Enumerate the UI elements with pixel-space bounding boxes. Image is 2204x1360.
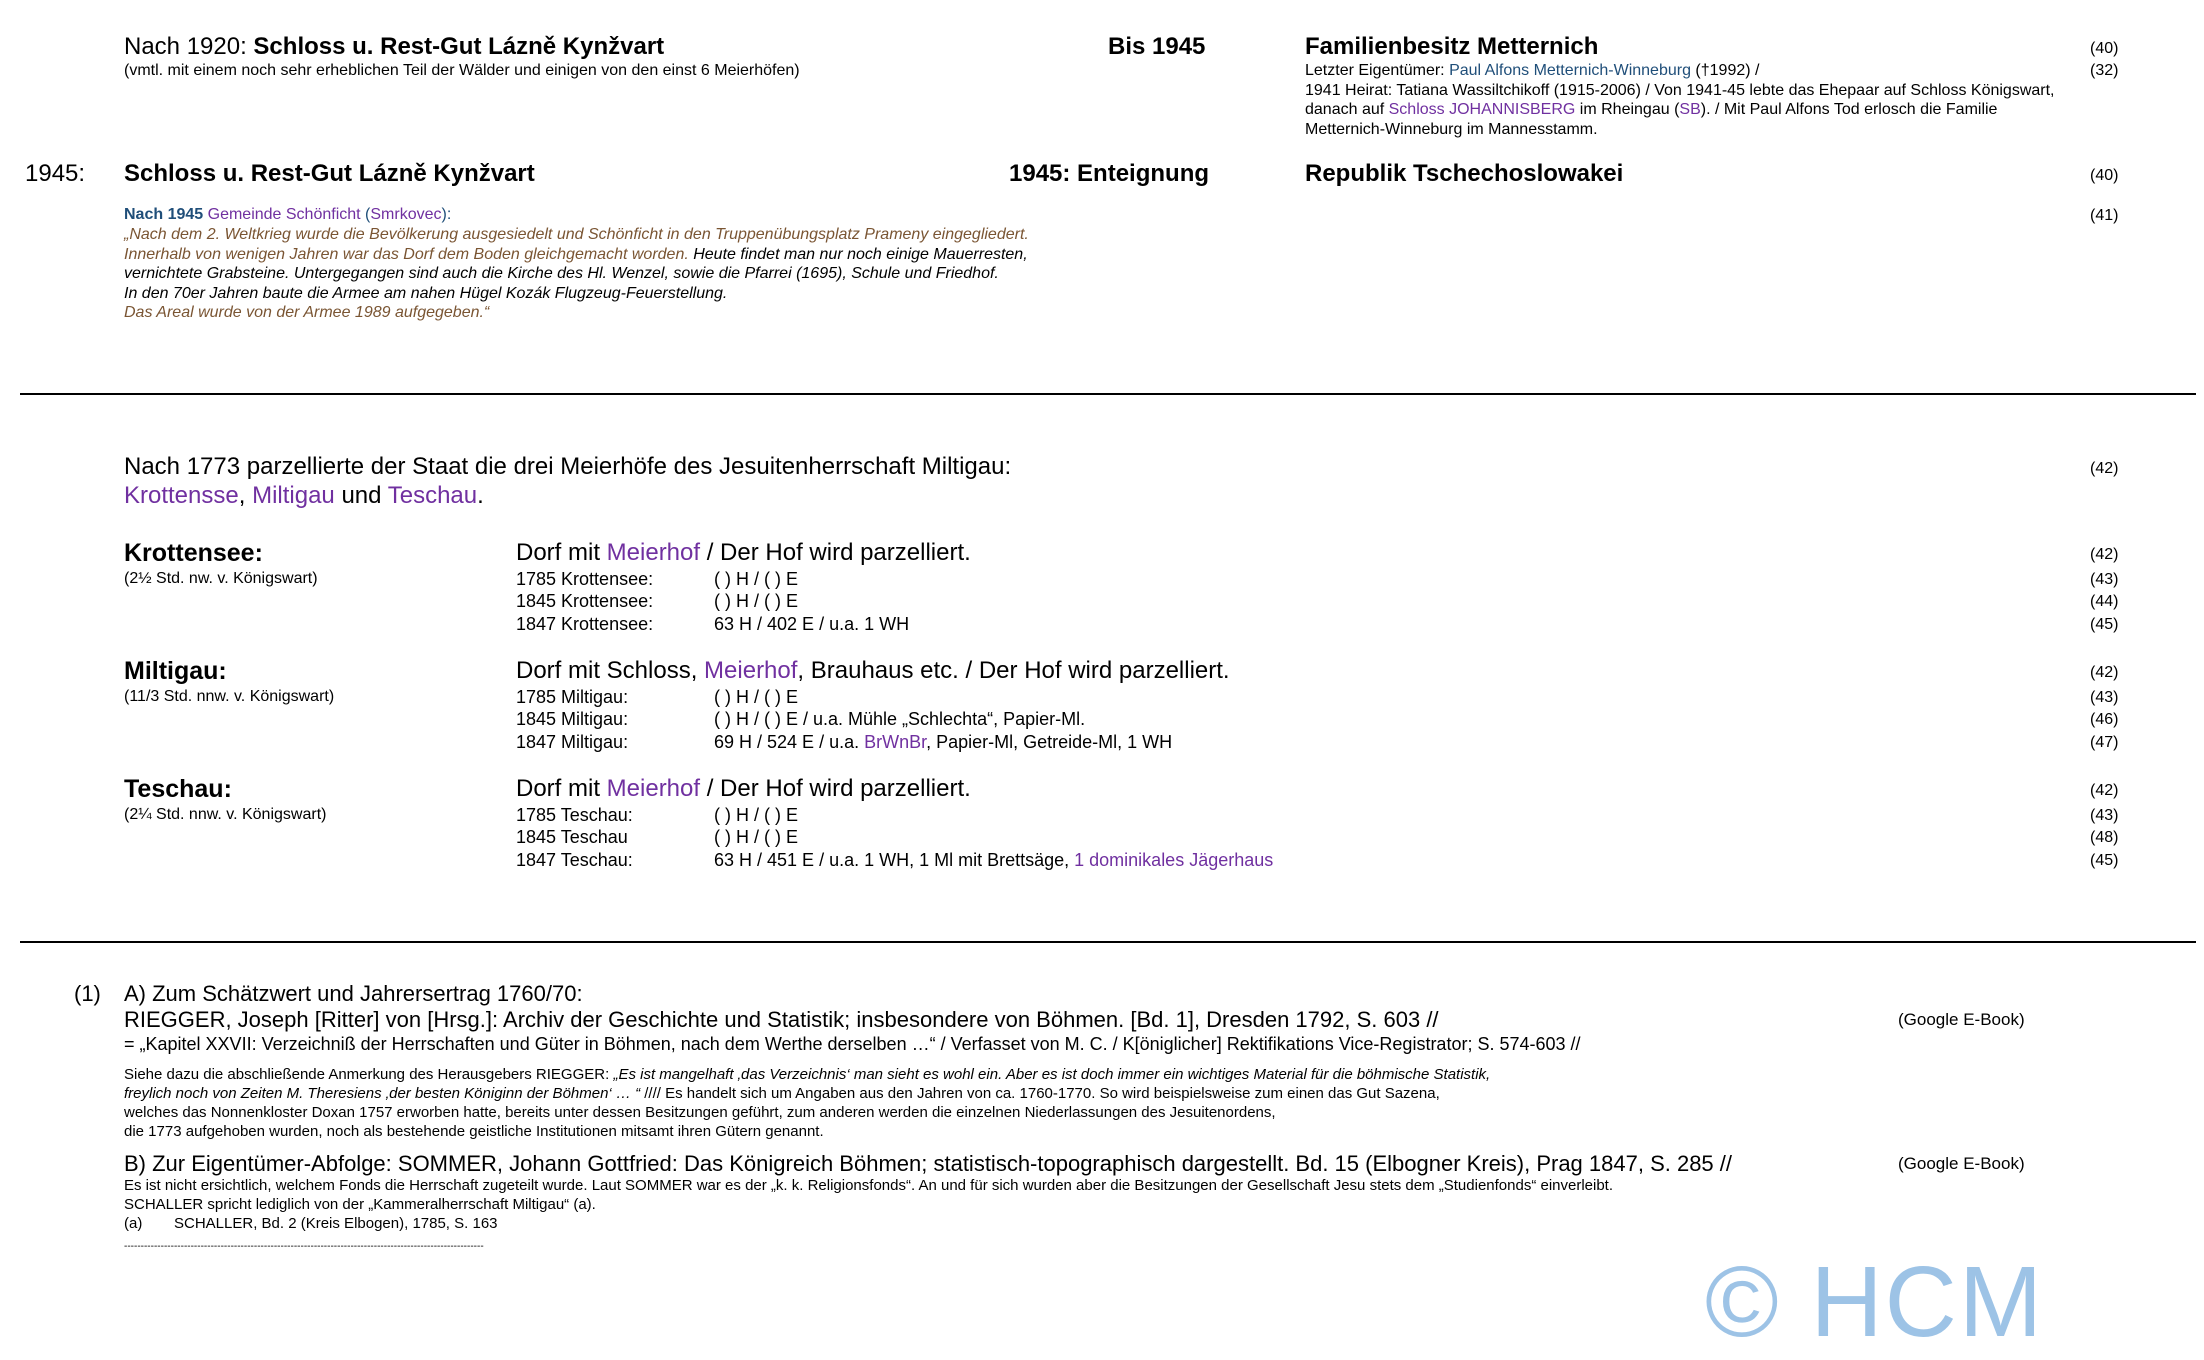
ref-number: (44) [2090,593,2119,610]
farm-name: Teschau: [124,775,232,803]
census-value: 63 H / 451 E / u.a. 1 WH, 1 Ml mit Brettsäge, 1 dominikales Jägerhaus [714,850,1274,870]
quote-line3: vernichtete Grabsteine. Untergegangen sind auch die Kirche des Hl. Wenzel, sowie die Pfarrei (1695), Schule und Friedhof. [124,265,999,282]
row2-owner: Republik Tschechoslowakei [1305,160,1624,187]
row1-period: Bis 1945 [1108,33,1206,60]
row1-owner: Familienbesitz Metternich [1305,33,1599,60]
census-value: 69 H / 524 E / u.a. BrWnBr, Papier-Ml, Getreide-Ml, 1 WH [714,732,1173,752]
footnote-b-citation: B) Zur Eigentümer-Abfolge: SOMMER, Johann Gottfried: Das Königreich Böhmen; statistisch-topographisch dargestellt. Bd. 15 (Elbogner Kreis), Prag 1847, S. 285 // [124,1151,1733,1176]
footnote-b-subnote-marker: (a) [124,1215,143,1232]
farm-distance: (2¼ Std. nnw. v. Königswart) [124,806,327,823]
ref-number: (42) [2090,664,2119,681]
ref-number: (46) [2090,711,2119,728]
row1-note-line2: 1941 Heirat: Tatiana Wassiltchikoff (1915-2006) / Von 1941-45 lebte das Ehepaar auf Schloss Königswart, [1305,82,2055,99]
row1-heading: Nach 1920: Schloss u. Rest-Gut Lázně Kynžvart [124,33,665,60]
section-divider [20,393,2196,395]
footnote-a-note1: Siehe dazu die abschließende Anmerkung des Herausgebers RIEGGER: „Es ist mangelhaft ‚das Verzeichnis‘ man sieht es wohl ein. Aber es ist doch immer ein wichtiges Material für die böhmische Statistik, [124,1066,1491,1083]
google-ebook-link[interactable]: (Google E-Book) [1898,1010,2025,1029]
farm-name: Miltigau: [124,657,227,685]
census-value: ( ) H / ( ) E [714,805,798,825]
census-label: 1785 Teschau: [516,805,633,825]
census-label: 1785 Krottensee: [516,569,654,589]
johannisberg-link[interactable]: Schloss JOHANNISBERG [1388,101,1576,118]
row1-note-line3: danach auf Schloss JOHANNISBERG im Rheingau (SB). / Mit Paul Alfons Tod erlosch die Familie [1305,101,1998,118]
farm-distance: (2½ Std. nw. v. Königswart) [124,570,318,587]
smrkovec-link[interactable]: Smrkovec [370,206,442,223]
ref-number: (47) [2090,734,2119,751]
farm-description: Dorf mit Meierhof / Der Hof wird parzelliert. [516,775,971,802]
quote-line1: „Nach dem 2. Weltkrieg wurde die Bevölkerung ausgesiedelt und Schönficht in den Truppenübungsplatz Prameny eingegliedert. [124,226,1029,243]
post1945-heading: Nach 1945 Gemeinde Schönficht (Smrkovec): [124,206,452,223]
miltigau-link[interactable]: Miltigau [252,482,335,509]
quote-line2: Innerhalb von wenigen Jahren war das Dorf dem Boden gleichgemacht worden. Heute findet man nur noch einige Mauerresten, [124,246,1028,263]
census-value: ( ) H / ( ) E [714,687,798,707]
footnote-a-note2: freylich noch von Zeiten M. Theresiens ‚der besten Königinn der Böhmen‘ … “ //// Es handelt sich um Angaben aus den Jahren von ca. 1760-1770. So wird beispielsweise zum einen das Gut Sazena, [124,1085,1440,1102]
footnote-a-note3: welches das Nonnenkloster Doxan 1757 erworben hatte, bereits unter dessen Besitzungen geführt, zum anderen werden die einzelnen Niederlassungen des Jesuitenordens, [124,1104,1276,1121]
census-label: 1845 Krottensee: [516,591,654,611]
footnote-separator: ------------------------------------------------------------------------------------------------------------ [124,1241,484,1252]
ref-number: (43) [2090,807,2119,824]
footnote-number: (1) [74,981,101,1006]
section-divider [20,941,2196,943]
farm-distance: (11/3 Std. nnw. v. Königswart) [124,688,335,705]
footnote-a-title: A) Zum Schätzwert und Jahrersertrag 1760/70: [124,981,583,1006]
footnote-a-citation: RIEGGER, Joseph [Ritter] von [Hrsg.]: Archiv der Geschichte und Statistik; insbesondere von Böhmen. [Bd. 1], Dresden 1792, S. 603 // [124,1007,1439,1032]
census-value: ( ) H / ( ) E / u.a. Mühle „Schlechta“, Papier-Ml. [714,709,1086,729]
census-value: ( ) H / ( ) E [714,591,798,611]
copyright-watermark: © HCM [1705,1246,2045,1358]
ref-number: (32) [2090,62,2119,79]
footnote-a-chapter: = „Kapitel XXVII: Verzeichniß der Herrschaften und Güter in Böhmen, nach dem Werthe derselben …“ / Verfasset von M. C. / K[öniglicher] Rektifikations Vice-Registrator; S. 574-603 // [124,1034,1581,1054]
row2-title: Schloss u. Rest-Gut Lázně Kynžvart [124,160,535,187]
row2-year: 1945: [25,160,86,187]
farm-name: Krottensee: [124,539,263,567]
meierhof-link[interactable]: Meierhof [606,539,701,566]
ref-number: (45) [2090,852,2119,869]
sb-link[interactable]: SB [1679,101,1701,118]
ref-number: (48) [2090,829,2119,846]
census-label: 1845 Teschau [516,827,628,847]
ref-number: (40) [2090,167,2119,184]
census-value: ( ) H / ( ) E [714,569,798,589]
krottensee-link[interactable]: Krottensse [124,482,239,509]
census-label: 1847 Krottensee: [516,614,654,634]
teschau-link[interactable]: Teschau [387,482,478,509]
census-label: 1847 Teschau: [516,850,633,870]
farm-description: Dorf mit Schloss, Meierhof, Brauhaus etc. / Der Hof wird parzelliert. [516,657,1230,684]
ref-number: (42) [2090,460,2119,477]
ref-number: (45) [2090,616,2119,633]
ref-number: (41) [2090,207,2119,224]
footnote-b-note1: Es ist nicht ersichtlich, welchem Fonds die Herrschaft zugeteilt wurde. Laut SOMMER war es der „k. k. Religionsfonds“. An und für sich wurden aber die Besitzungen der Gesellschaft Jesu stets dem „Studienfonds“ einverleibt. [124,1177,1614,1194]
row1-note-line1: Letzter Eigentümer: Paul Alfons Metternich-Winneburg (†1992) / [1305,62,1760,79]
census-value: 63 H / 402 E / u.a. 1 WH [714,614,910,634]
footnote-a-note4: die 1773 aufgehoben wurden, noch als bestehende geistliche Institutionen mitsamt ihren Gütern genannt. [124,1123,824,1140]
brwnbr-link[interactable]: BrWnBr [864,732,927,752]
ref-number: (40) [2090,40,2119,57]
jaegerhaus-link[interactable]: 1 dominikales Jägerhaus [1074,850,1274,870]
row1-note-line4: Metternich-Winneburg im Mannesstamm. [1305,121,1598,138]
meierhof-link[interactable]: Meierhof [606,775,701,802]
row2-period: 1945: Enteignung [1009,160,1210,187]
quote-line4: In den 70er Jahren baute die Armee am nahen Hügel Kozák Flugzeug-Feuerstellung. [124,285,728,302]
census-value: ( ) H / ( ) E [714,827,798,847]
footnote-b-subnote: SCHALLER, Bd. 2 (Kreis Elbogen), 1785, S. 163 [174,1215,498,1232]
ref-number: (43) [2090,689,2119,706]
intro-line2: Krottensse, Miltigau und Teschau. [124,482,484,509]
intro-line1: Nach 1773 parzellierte der Staat die drei Meierhöfe des Jesuitenherrschaft Miltigau: [124,453,1012,480]
farm-description: Dorf mit Meierhof / Der Hof wird parzelliert. [516,539,971,566]
ref-number: (42) [2090,546,2119,563]
google-ebook-link[interactable]: (Google E-Book) [1898,1154,2025,1173]
ref-number: (43) [2090,571,2119,588]
metternich-link[interactable]: Paul Alfons Metternich-Winneburg [1449,62,1691,79]
row1-subtitle: (vmtl. mit einem noch sehr erheblichen Teil der Wälder und einigen von den einst 6 Meierhöfen) [124,62,800,79]
census-label: 1845 Miltigau: [516,709,629,729]
ref-number: (42) [2090,782,2119,799]
footnote-b-note2: SCHALLER spricht lediglich von der „Kammeralherrschaft Miltigau“ (a). [124,1196,596,1213]
census-label: 1847 Miltigau: [516,732,629,752]
census-label: 1785 Miltigau: [516,687,629,707]
quote-line5: Das Areal wurde von der Armee 1989 aufgegeben.“ [124,304,490,321]
meierhof-link[interactable]: Meierhof [704,657,798,684]
schoenficht-link[interactable]: Gemeinde Schönficht [203,206,361,223]
